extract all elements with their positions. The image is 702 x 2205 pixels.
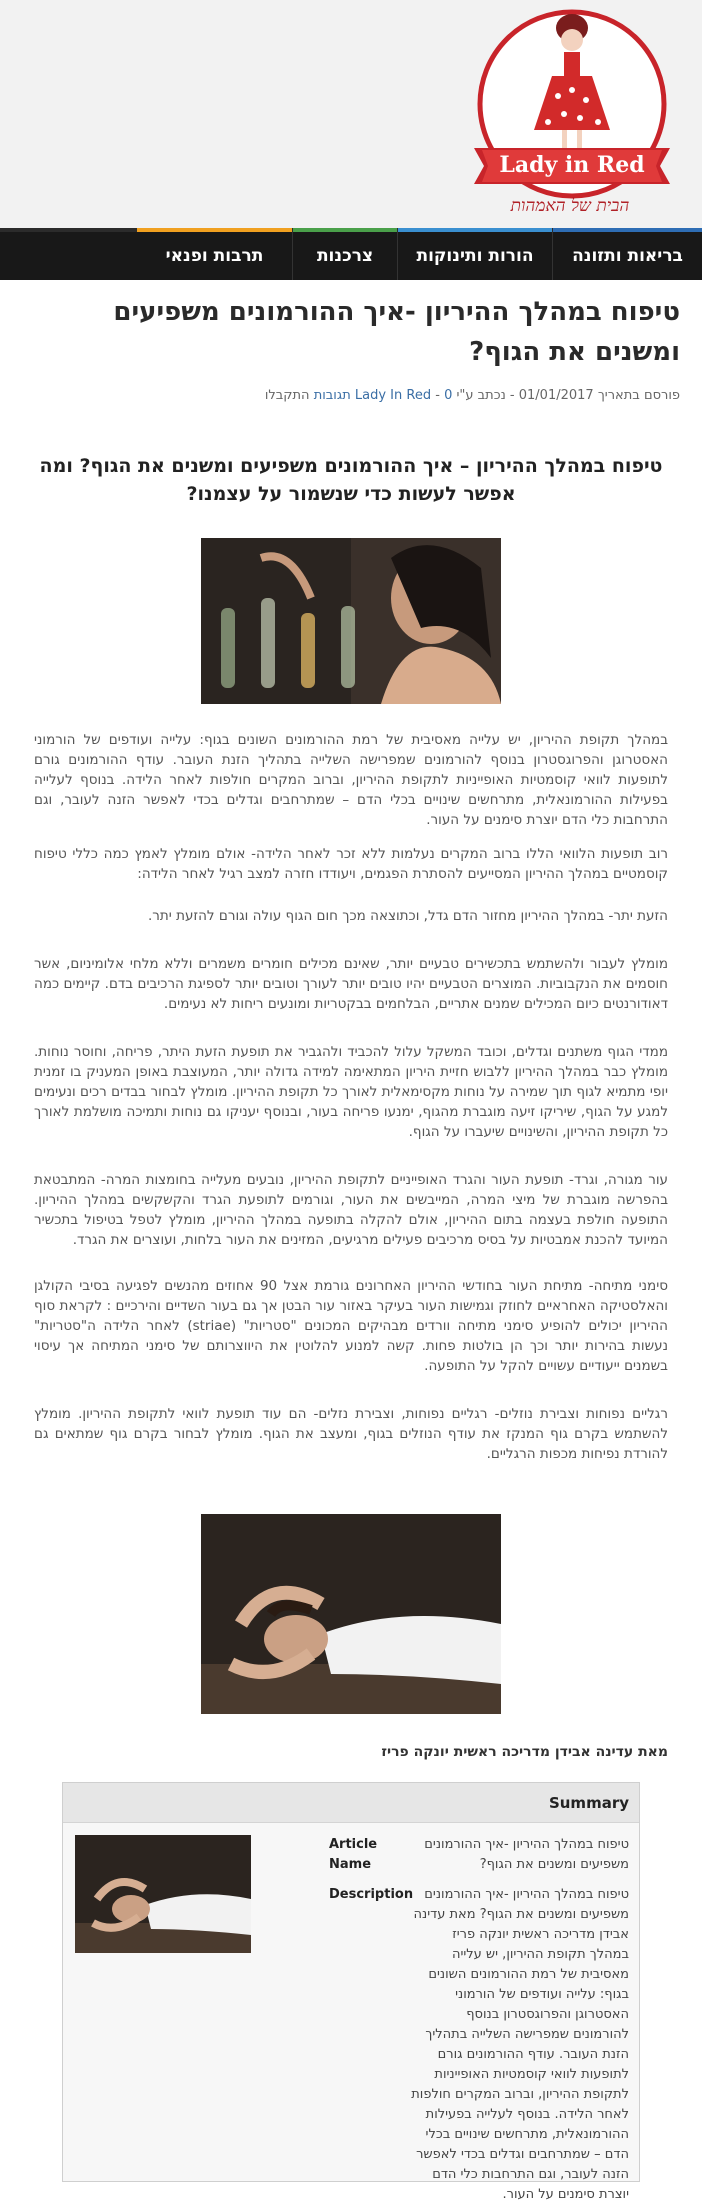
nav-item-label: צרכנות — [316, 246, 374, 266]
article-paragraph: עור מגורה, וגרד- תופעת העור והגרד האופייניים לתקופת ההיריון, נובעים מעלייה בחומצות המרה- המתבטאת בהפרשה מוגברת של מיצי המרה, המייבשים את העור, וגורמים לתופעת הגרד והקשקשים במהלך ההיריון. התופעה חולפת בעצמה בתום ההיריון, אולם להקלה בתופעה במהלך ההיריון, מומלץ לטפל בטיפול בתכשיר המיועד להכנת אמבטיות על בסיס מרכיבים פעילים מרגיעים, המזינים את העור בלחות, ועוצרים את הגרד. — [34, 1172, 668, 1248]
summary-value: טיפוח במהלך ההיריון -איך ההורמונים משפיעים ומשנים את הגוף? מאת עדינה אבידן מדריכה ראשית יונקה פריז במהלך תקופת ההיריון, יש עלייה מאסיבית של רמת ההורמונים השונים בגוף: עלייה ועודפים של הורמוני האסטרוגן והפרוגסטרון בנוסף להורמונים שמפרישה השלייה בתהליך הזנת העובר. עודף ההורמונים גורם לתופעות לוואי קוסמטיות האופייניות לתקופת ההיריון, וברוב המקרים חולפות לאחר הלידה. בנוסף לעלייה בפעילות ההורמונאלית, מתרחשים שינויים בכלי הדם – שמתרחבים וגדלים בכדי לאפשר הזנה לעובר, וגם התרחבות כלי הדם יוצרת סימנים על העור. — [411, 1887, 629, 2202]
summary-label: Description — [329, 1887, 414, 1902]
header — [0, 0, 702, 228]
nav-item-health[interactable] — [552, 232, 702, 280]
article-paragraph: סימני מתיחה- מתיחת העור בחודשי ההיריון האחרונים גורמת אצל 90 אחוזים מהנשים לפגיעה בסיבי הקולגן והאלסטיקה האחראיים לחוזק וגמישות העור בעיקר באזור עור הבטן אך גם בעור השדיים והירכיים : לקראת סוף ההיריון יכולים להופיע סימני מתיחה וורדים מבהיקים המכונים "סטריות" (striae) לאחר הלידה ה"סטריות" נעשות בהירות יותר וכך הן בולטות פחות. קשה למנוע להלוטין את היווצרותם של סימני המתיחה אך עיסוי בשמנים ייעודיים עשויים להקל על התופעה. — [34, 1278, 668, 1374]
main-nav — [0, 228, 702, 280]
site-logo[interactable] — [452, 0, 692, 228]
nav-color-bar — [553, 228, 702, 232]
article — [0, 280, 702, 2202]
summary-image — [75, 1835, 251, 1953]
meta-responses-suffix: התקבלו — [264, 388, 310, 403]
nav-item-consumer[interactable] — [292, 232, 397, 280]
nav-color-bar — [398, 228, 552, 232]
post-title: טיפוח במהלך ההיריון -איך ההורמונים משפיעים ומשנים את הגוף? — [113, 297, 680, 367]
article-byline: מאת עדינה אבידן מדריכה ראשית יונקה פריז — [381, 1744, 668, 1760]
article-paragraph: רוב תופעות הלוואי הללו ברוב המקרים נעלמות ללא זכר לאחר הלידה- אולם מומלץ לאמץ כמה כללי טיפוח קוסמטיים במהלך ההיריון המסייעים להסתרת הפגמים, ויעודדו חזרה למצב רגיל לאחר הלידה: — [34, 846, 668, 882]
article-image-spa — [201, 1514, 501, 1714]
summary-label: Article Name — [329, 1837, 378, 1872]
meta-by-prefix: - נכתב ע"י — [456, 388, 515, 403]
article-subtitle: טיפוח במהלך ההיריון – איך ההורמונים משפיעים ומשנים את הגוף? ומה אפשר לעשות כדי שנשמור על עצמנו? — [39, 455, 663, 505]
nav-item-label: בריאות ותזונה — [572, 246, 683, 266]
logo-text: Lady in Red — [499, 152, 645, 178]
author-link[interactable]: Lady In Red — [354, 388, 432, 403]
site-tagline: הבית של האמהות — [510, 196, 630, 216]
nav-color-bar — [137, 228, 292, 232]
article-paragraph: ממדי הגוף משתנים וגדלים, וכובד המשקל עלול להכביד ולהגביר את תופעת הזעת היתר, פריחה, וחוסר נוחות. מומלץ כבר במהלך ההיריון ללבוש חזיית היריון המתאימה למידה גדולה יותר, המעוצבת באופן המעניק בו זמנית יופי מתמיא לגוף תוך שמירה על נוחות מקסימאלית לאורך כל תקופת ההיריון. מומלץ לבחור בבדים רכים ונעימים למגע על הגוף, שיריקו זיעה מוגברת מהגוף, ימנעו פריחה בעור, ובנוסף יעניקו גם נוחות ותמיכה מושלמת לאורך כל תקופת ההיריון, והשינויים שיעברו על הגוף. — [34, 1044, 668, 1140]
nav-item-label: תרבות ופנאי — [165, 246, 264, 266]
meta-date-prefix: פורסם בתאריך — [597, 388, 680, 403]
logo-graphic — [452, 0, 692, 228]
article-image-cosmetics — [201, 538, 501, 704]
responses-link[interactable]: 0 תגובות — [313, 388, 453, 403]
nav-color-bar — [293, 228, 397, 232]
nav-item-parenting[interactable] — [397, 232, 552, 280]
summary-body — [63, 1823, 639, 2202]
meta-responses-prefix: - — [435, 388, 440, 403]
summary-value: טיפוח במהלך ההיריון -איך ההורמונים משפיעים ומשנים את הגוף? — [424, 1837, 629, 1872]
article-paragraph: רגליים נפוחות וצבירת נוזלים- רגליים נפוחות, וצבירת נזלים- הם עוד תופעת לוואי לתקופת ההיריון. מומלץ להשתמש בקרם גוף המנקז את עודף הנוזלים בגוף, ומעצב את הגוף. מומלץ לבחור בקרם גוף שמתאים גם להורדת נפיחות מכפות הרגליים. — [34, 1406, 668, 1462]
nav-item-label: הורות ותינוקות — [416, 246, 534, 266]
article-paragraph: מומלץ לעבור ולהשתמש בתכשירים טבעיים יותר, שאינם מכילים חומרים משמרים וללא מלחי אלומיניום, אשר חוסמים את הנקבוביות. המוצרים הטבעיים יהיו טובים יותר לעורך וטובים יותר לספיגת הרכיבים בדם. קיימים כמה דאודורנטים כיום המכילים שמנים אתריים, הבלחמים בבקטריות ומונעים ריחות לא נעימים. — [34, 956, 668, 1012]
article-paragraph: במהלך תקופת ההיריון, יש עלייה מאסיבית של רמת ההורמונים השונים בגוף: עלייה ועודפים של הורמוני האסטרוגן והפרוגסטרון בנוסף להורמונים שמפרישה השלייה בתהליך הזנת העובר. עודף ההורמונים גורם לתופעות לוואי קוסמטיות האופייניות לתקופת ההיריון, וברוב המקרים חולפות לאחר הלידה. בנוסף לעלייה בפעילות ההורמונאלית, מתרחשים שינויים בכלי הדם – שמתרחבים וגדלים בכדי לאפשר הזנה לעובר, וגם התרחבות כלי הדם יוצרת סימנים על העור. — [34, 732, 668, 828]
post-meta — [22, 386, 680, 406]
summary-heading: Summary — [63, 1783, 639, 1823]
summary-box — [62, 1782, 640, 2202]
nav-item-culture[interactable] — [137, 232, 292, 280]
article-paragraph: הזעת יתר- במהלך ההיריון מחזור הדם גדל, וכתוצאה מכך חום הגוף עולה וגורם להזעת יתר. — [147, 908, 668, 924]
meta-date: 01/01/2017 — [518, 388, 594, 403]
